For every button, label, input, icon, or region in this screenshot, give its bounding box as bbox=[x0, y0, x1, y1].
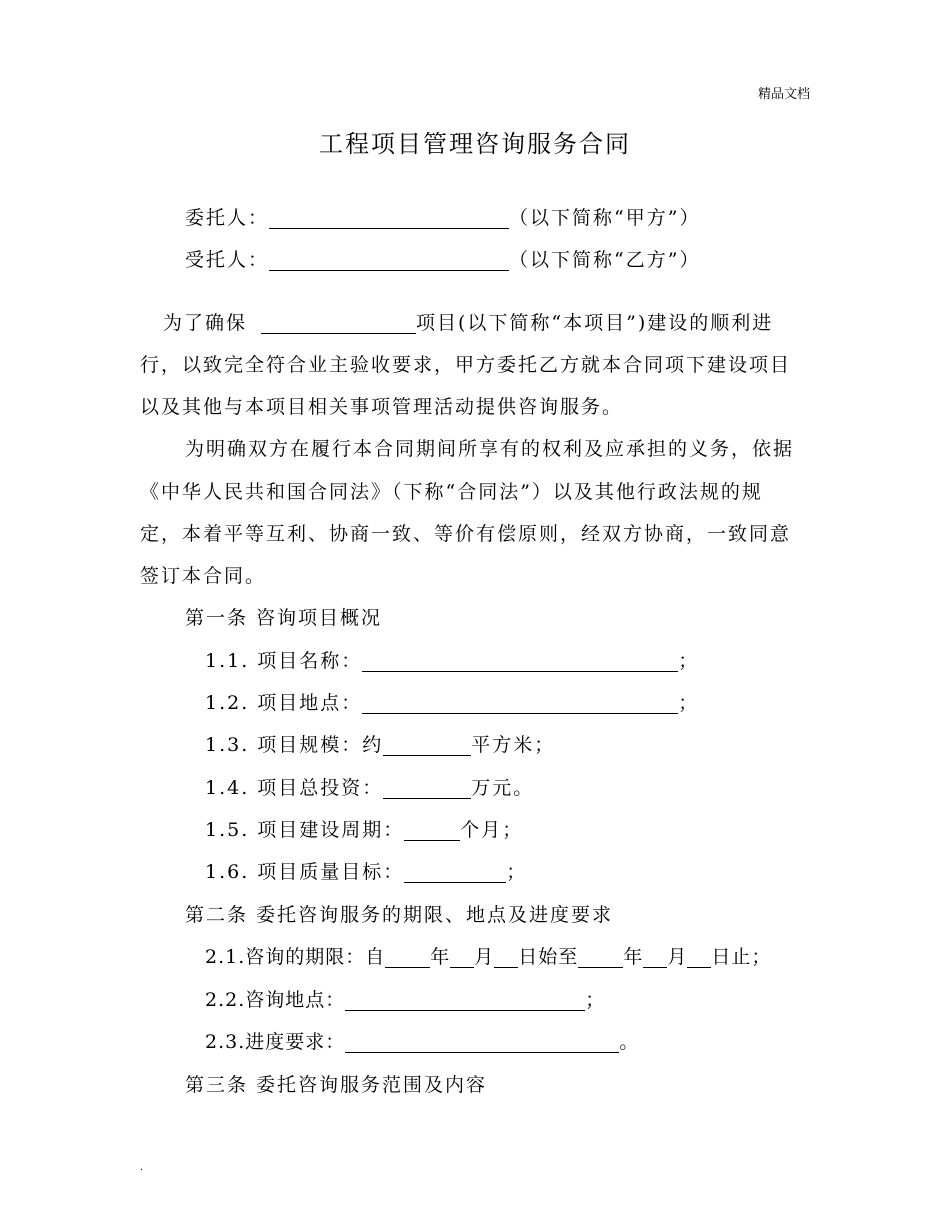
item-1-5-label: 1.5. 项目建设周期： bbox=[205, 819, 405, 841]
para1-line2: 行，以致完全符合业主验收要求，甲方委托乙方就本合同项下建设项目 bbox=[140, 354, 792, 376]
end-day-text: 日止； bbox=[711, 946, 772, 968]
para1-line3: 以及其他与本项目相关事项管理活动提供咨询服务。 bbox=[140, 396, 624, 418]
party-b-line bbox=[185, 245, 700, 272]
project-location-blank[interactable] bbox=[362, 693, 678, 714]
project-blank[interactable] bbox=[261, 313, 416, 334]
item-1-4-unit: 万元。 bbox=[471, 777, 535, 799]
party-b-blank[interactable] bbox=[269, 250, 509, 271]
start-day-blank[interactable] bbox=[494, 947, 518, 968]
start-year-blank[interactable] bbox=[385, 947, 430, 968]
end-month-text: 月 bbox=[667, 946, 688, 968]
item-2-2-label: 2.2.咨询地点： bbox=[205, 989, 346, 1011]
article1-heading: 第一条 咨询项目概况 bbox=[185, 607, 383, 629]
consult-place-blank[interactable] bbox=[345, 990, 585, 1011]
end-year-text: 年 bbox=[623, 946, 644, 968]
construction-period-blank[interactable] bbox=[404, 820, 460, 841]
start-month-text: 月 bbox=[474, 946, 495, 968]
para1-line1 bbox=[163, 308, 773, 335]
item-2-2 bbox=[205, 985, 605, 1012]
item-1-2-semicolon: ； bbox=[678, 692, 700, 714]
para1-suffix: 项目(以下简称“本项目”)建设的顺利进 bbox=[416, 312, 774, 334]
start-day-text: 日始至 bbox=[518, 946, 579, 968]
article2-heading: 第二条 委托咨询服务的期限、地点及进度要求 bbox=[185, 904, 614, 926]
item-1-1-label: 1.1. 项目名称： bbox=[205, 650, 363, 672]
item-1-5 bbox=[205, 815, 523, 842]
article3-heading: 第三条 委托咨询服务范围及内容 bbox=[185, 1074, 488, 1096]
footer-dot: . bbox=[140, 1162, 144, 1173]
para2-line3: 定，本着平等互利、协商一致、等价有偿原则，经双方协商，一致同意 bbox=[140, 523, 792, 545]
item-2-3 bbox=[205, 1027, 639, 1054]
item-1-4-label: 1.4. 项目总投资： bbox=[205, 777, 384, 799]
item-2-2-semicolon: ； bbox=[585, 989, 606, 1011]
item-1-4 bbox=[205, 773, 534, 800]
item-1-6 bbox=[205, 857, 527, 884]
item-1-5-unit: 个月； bbox=[460, 819, 524, 841]
item-1-6-label: 1.6. 项目质量目标： bbox=[205, 861, 405, 883]
para2-line2: 《中华人民共和国合同法》（下称“合同法”）以及其他行政法规的规 bbox=[140, 481, 763, 503]
item-1-2-label: 1.2. 项目地点： bbox=[205, 692, 363, 714]
progress-blank[interactable] bbox=[345, 1032, 619, 1053]
item-1-2 bbox=[205, 688, 699, 715]
party-a-note: （以下简称“甲方”） bbox=[509, 207, 701, 229]
party-a-label: 委托人： bbox=[185, 207, 270, 229]
item-1-3-label: 1.3. 项目规模：约 bbox=[205, 734, 384, 756]
project-scale-blank[interactable] bbox=[383, 735, 471, 756]
item-1-3-unit: 平方米； bbox=[471, 734, 556, 756]
project-name-blank[interactable] bbox=[362, 651, 678, 672]
party-b-label: 受托人： bbox=[185, 249, 270, 271]
start-year-text: 年 bbox=[430, 946, 451, 968]
quality-target-blank[interactable] bbox=[404, 862, 506, 883]
header-note: 精品文档 bbox=[757, 87, 810, 102]
para1-prefix: 为了确保 bbox=[163, 312, 248, 334]
item-2-1 bbox=[205, 942, 771, 969]
start-month-blank[interactable] bbox=[450, 947, 474, 968]
document-title: 工程项目管理咨询服务合同 bbox=[319, 130, 631, 158]
item-1-3 bbox=[205, 730, 555, 757]
item-1-1-semicolon: ； bbox=[678, 650, 700, 672]
end-day-blank[interactable] bbox=[687, 947, 711, 968]
item-2-1-label: 2.1.咨询的期限：自 bbox=[205, 946, 386, 968]
party-a-line bbox=[185, 203, 700, 230]
item-1-6-semicolon: ； bbox=[506, 861, 528, 883]
item-2-3-period: 。 bbox=[619, 1031, 640, 1053]
item-2-3-label: 2.3.进度要求： bbox=[205, 1031, 346, 1053]
para2-line1: 为明确双方在履行本合同期间所享有的权利及应承担的义务，依据 bbox=[185, 438, 795, 460]
end-year-blank[interactable] bbox=[578, 947, 623, 968]
end-month-blank[interactable] bbox=[643, 947, 667, 968]
party-b-note: （以下简称“乙方”） bbox=[509, 249, 701, 271]
item-1-1 bbox=[205, 646, 699, 673]
investment-blank[interactable] bbox=[383, 778, 471, 799]
para2-line4: 签订本合同。 bbox=[140, 565, 267, 587]
party-a-blank[interactable] bbox=[269, 208, 509, 229]
